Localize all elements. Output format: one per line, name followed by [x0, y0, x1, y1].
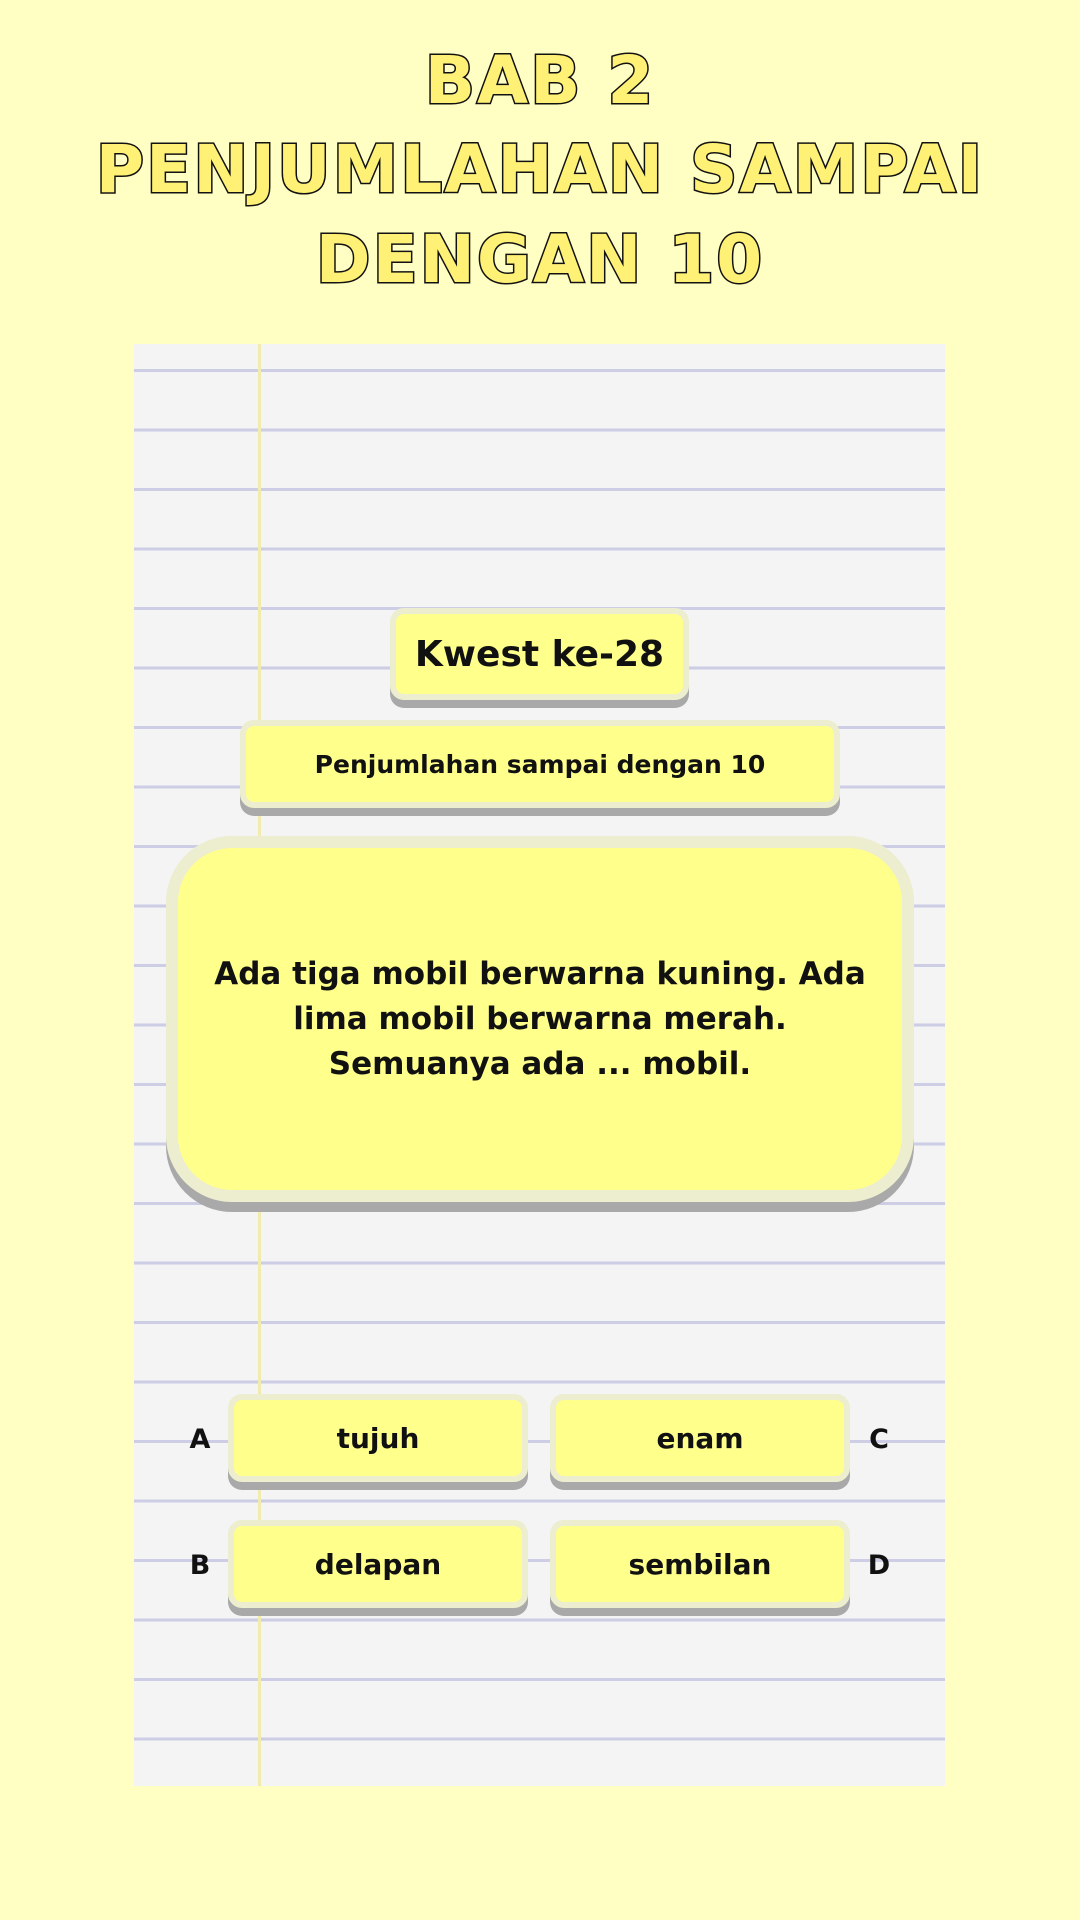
chapter-title: BAB 2: [424, 42, 656, 119]
answer-button-b[interactable]: delapan: [228, 1520, 528, 1608]
answer-letter-c: C: [869, 1424, 889, 1455]
answer-letter-a: A: [189, 1424, 211, 1455]
answer-letter-b: B: [189, 1550, 211, 1581]
question-card: Ada tiga mobil berwarna kuning. Ada lima mobil berwarna merah. Semuanya ada ... mobil.: [166, 836, 914, 1202]
answer-letter-d: D: [867, 1550, 891, 1581]
quest-number-badge: Kwest ke-28: [390, 608, 689, 700]
chapter-subtitle-line1: PENJUMLAHAN SAMPAI: [95, 131, 985, 208]
topic-label: Penjumlahan sampai dengan 10: [240, 720, 840, 808]
answer-button-c[interactable]: enam: [550, 1394, 850, 1482]
chapter-subtitle-line2: DENGAN 10: [315, 221, 765, 298]
answer-button-a[interactable]: tujuh: [228, 1394, 528, 1482]
answer-button-d[interactable]: sembilan: [550, 1520, 850, 1608]
